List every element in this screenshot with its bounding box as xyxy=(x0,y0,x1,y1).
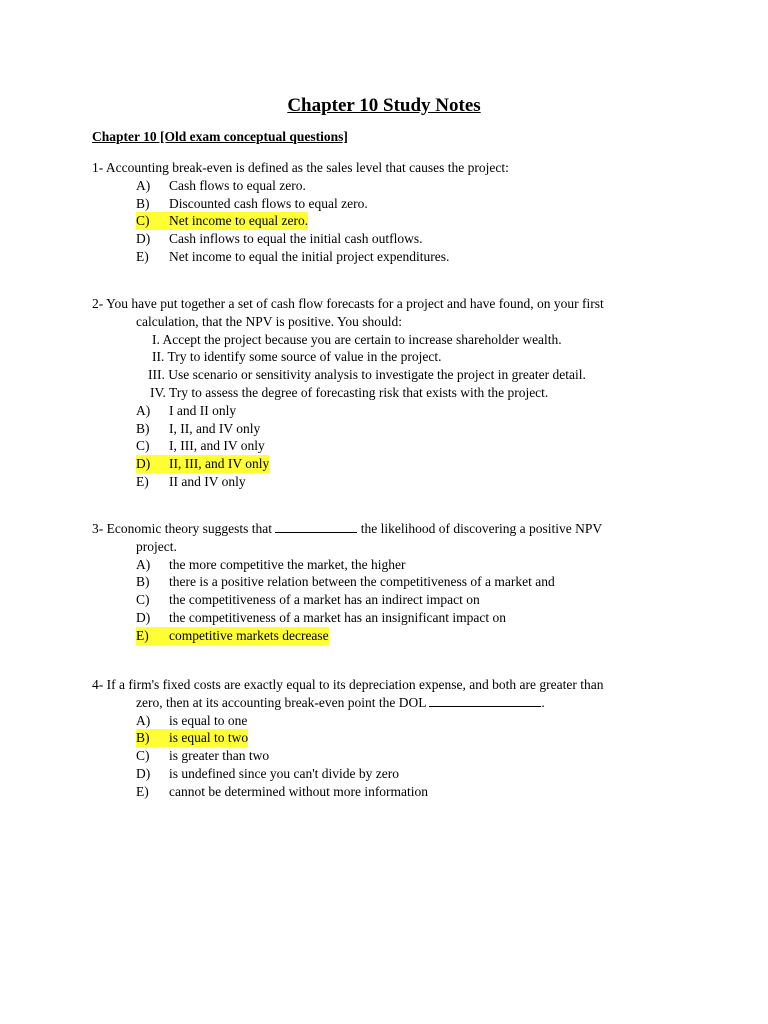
answer-option xyxy=(92,765,692,783)
roman-statement: III. Use scenario or sensitivity analysis to investigate the project in greater detail. xyxy=(148,367,586,383)
answer-option xyxy=(92,591,692,609)
option-text: the competitiveness of a market has an indirect impact on xyxy=(169,592,480,608)
answer-option-highlighted xyxy=(92,627,692,645)
option-letter: C) xyxy=(136,748,150,764)
answer-option-highlighted xyxy=(92,729,692,747)
option-letter: D) xyxy=(136,765,151,781)
stem-text: . xyxy=(541,694,545,710)
option-text: Net income to equal zero. xyxy=(169,213,309,229)
option-text: Discounted cash flows to equal zero. xyxy=(169,195,368,211)
option-text: the competitiveness of a market has an insignificant impact on xyxy=(169,609,507,625)
question-stem-continued: calculation, that the NPV is positive. You should: xyxy=(136,313,402,329)
option-letter: C) xyxy=(136,592,150,608)
question-2 xyxy=(92,295,692,491)
answer-option xyxy=(92,747,692,765)
roman-statement: I. Accept the project because you are certain to increase shareholder wealth. xyxy=(152,331,562,347)
answer-option xyxy=(92,248,692,266)
answer-option xyxy=(92,195,692,213)
option-text: is greater than two xyxy=(169,748,270,764)
page-title: Chapter 10 Study Notes xyxy=(287,95,481,116)
stem-text: zero, then at its accounting break-even point the DOL xyxy=(136,694,430,710)
option-text: cannot be determined without more information xyxy=(169,783,429,799)
option-letter: D) xyxy=(136,231,151,247)
option-text: II and IV only xyxy=(169,473,246,489)
option-letter: E) xyxy=(136,783,149,799)
answer-option xyxy=(92,783,692,801)
question-4 xyxy=(92,676,692,801)
option-letter: B) xyxy=(136,730,150,746)
option-letter: B) xyxy=(136,195,150,211)
answer-option xyxy=(92,402,692,420)
answer-option xyxy=(92,556,692,574)
option-letter: E) xyxy=(136,473,149,489)
answer-option xyxy=(92,609,692,627)
option-letter: D) xyxy=(136,456,151,472)
answer-option xyxy=(92,177,692,195)
option-text: competitive markets decrease xyxy=(169,627,329,643)
question-1 xyxy=(92,159,692,266)
option-letter: A) xyxy=(136,712,151,728)
answer-option xyxy=(92,420,692,438)
option-text: is equal to one xyxy=(169,712,248,728)
option-text: the more competitive the market, the higher xyxy=(169,556,406,572)
answer-option xyxy=(92,473,692,491)
roman-statement: II. Try to identify some source of value in the project. xyxy=(152,349,442,365)
option-text: Cash inflows to equal the initial cash outflows. xyxy=(169,231,423,247)
answer-option-highlighted xyxy=(92,455,692,473)
option-letter: A) xyxy=(136,177,151,193)
stem-text: 3- Economic theory suggests that xyxy=(92,521,276,536)
question-stem: 2- You have put together a set of cash flow forecasts for a project and have found, on your first xyxy=(92,296,604,311)
section-subtitle: Chapter 10 [Old exam conceptual questions] xyxy=(92,129,348,144)
option-text: is equal to two xyxy=(169,730,249,746)
roman-statement: IV. Try to assess the degree of forecasting risk that exists with the project. xyxy=(150,384,549,400)
answer-option xyxy=(92,712,692,730)
option-text: is undefined since you can't divide by zero xyxy=(169,765,399,781)
question-stem xyxy=(92,520,692,538)
option-text: there is a positive relation between the competitiveness of a market and xyxy=(169,574,555,590)
fill-in-blank xyxy=(429,694,541,707)
question-stem: 4- If a firm's fixed costs are exactly equal to its depreciation expense, and both are greater than xyxy=(92,677,604,692)
option-letter: B) xyxy=(136,420,150,436)
answer-option xyxy=(92,573,692,591)
option-letter: A) xyxy=(136,402,151,418)
option-text: I and II only xyxy=(169,402,237,418)
option-letter: C) xyxy=(136,438,150,454)
option-letter: A) xyxy=(136,556,151,572)
option-letter: E) xyxy=(136,627,149,643)
option-text: Cash flows to equal zero. xyxy=(169,177,306,193)
option-text: II, III, and IV only xyxy=(169,456,270,472)
stem-text: the likelihood of discovering a positive NPV xyxy=(357,521,603,536)
answer-option xyxy=(92,437,692,455)
option-text: I, II, and IV only xyxy=(169,420,261,436)
answer-option xyxy=(92,230,692,248)
option-letter: D) xyxy=(136,609,151,625)
option-letter: C) xyxy=(136,213,150,229)
option-letter: B) xyxy=(136,574,150,590)
answer-option-highlighted xyxy=(92,212,692,230)
question-stem-continued: project. xyxy=(136,538,177,554)
question-stem-continued xyxy=(92,694,692,712)
option-text: I, III, and IV only xyxy=(169,438,265,454)
option-letter: E) xyxy=(136,248,149,264)
question-3 xyxy=(92,520,692,645)
option-text: Net income to equal the initial project expenditures. xyxy=(169,248,450,264)
fill-in-blank xyxy=(275,520,357,533)
question-stem: 1- Accounting break-even is defined as the sales level that causes the project: xyxy=(92,160,509,175)
